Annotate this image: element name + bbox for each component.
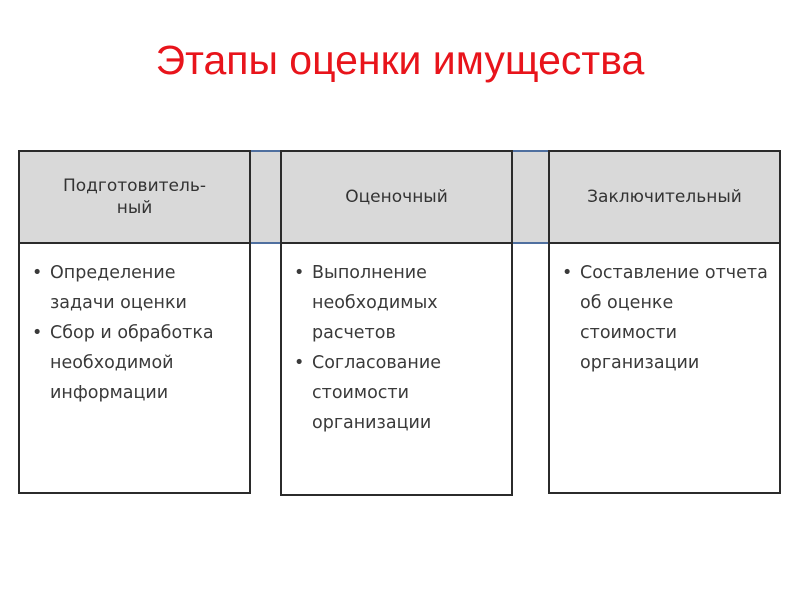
- bullet-icon: •: [32, 263, 43, 283]
- list-item-text: Определение задачи оценки: [50, 263, 187, 313]
- stage-body: [280, 242, 513, 496]
- stage-header-line: ный: [116, 198, 153, 218]
- list-item-text: Составление отчета об оценке стоимости организации: [580, 263, 768, 373]
- list-item: [292, 258, 503, 348]
- list-item-text: Согласование стоимости организации: [312, 353, 441, 433]
- bullet-icon: •: [562, 263, 573, 283]
- list-item-text: Сбор и обработка необходимой информации: [50, 323, 214, 403]
- list-item: [30, 318, 241, 408]
- stage-header: [548, 150, 781, 244]
- stage-header-line: Оценочный: [345, 187, 448, 207]
- slide-title: Этапы оценки имущества: [155, 37, 645, 83]
- stage-header: [18, 150, 251, 244]
- stage-header: [280, 150, 513, 244]
- stage-task-list: [292, 258, 503, 438]
- bullet-icon: •: [32, 323, 43, 343]
- stage-body: [18, 242, 251, 494]
- stage-header-line: Подготовитель-: [62, 176, 207, 196]
- list-item-text: Выполнение необходимых расчетов: [312, 263, 438, 343]
- bullet-icon: •: [294, 353, 305, 373]
- stage-header-line: Заключительный: [587, 187, 742, 207]
- stage-header-text: [63, 175, 206, 219]
- bullet-icon: •: [294, 263, 305, 283]
- list-item: [30, 258, 241, 318]
- stage-task-list: [30, 258, 241, 408]
- stage-header-text: [345, 186, 448, 208]
- stage-task-list: [560, 258, 771, 378]
- list-item: [560, 258, 771, 378]
- stage-header-text: [587, 186, 742, 208]
- list-item: [292, 348, 503, 438]
- stage-body: [548, 242, 781, 494]
